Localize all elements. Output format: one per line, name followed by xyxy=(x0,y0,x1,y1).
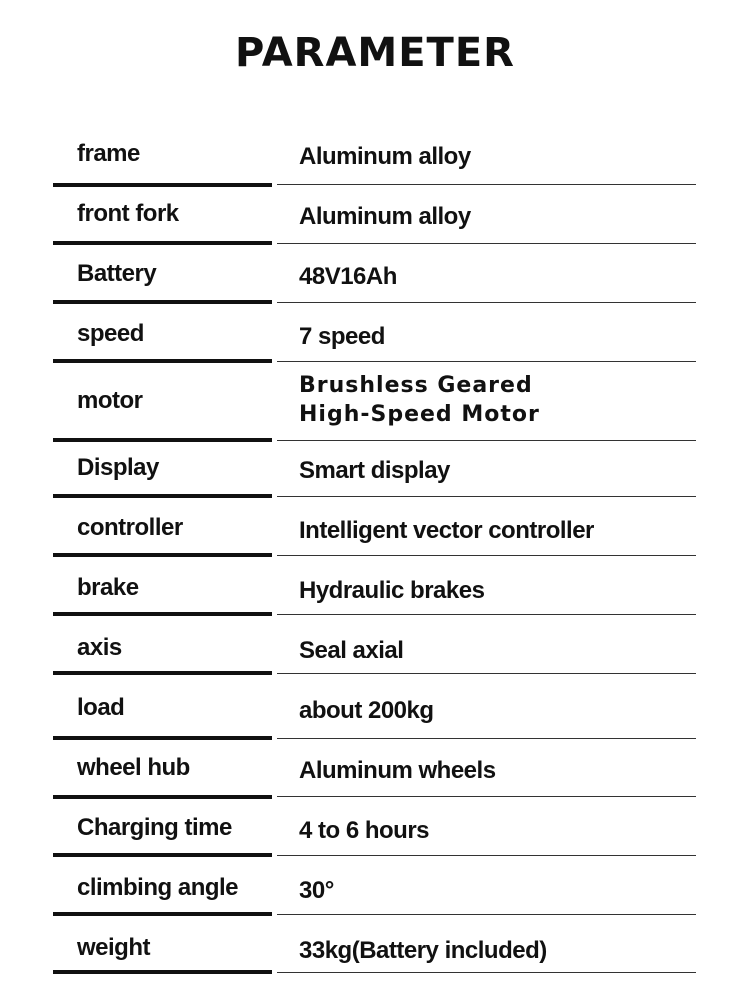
spec-label: Battery xyxy=(77,260,157,287)
row-divider-right xyxy=(277,302,696,303)
spec-label: Display xyxy=(77,454,159,481)
row-divider-left xyxy=(53,241,272,245)
spec-label: motor xyxy=(77,387,143,414)
page-title: PARAMETER xyxy=(235,30,515,76)
row-divider-left xyxy=(53,183,272,187)
row-divider-left xyxy=(53,612,272,616)
row-divider-left xyxy=(53,853,272,857)
spec-value: 33kg(Battery included) xyxy=(299,937,547,964)
row-divider-left xyxy=(53,553,272,557)
row-divider-left xyxy=(53,300,272,304)
row-divider-right xyxy=(277,184,696,185)
row-divider-left xyxy=(53,359,272,363)
spec-value: 4 to 6 hours xyxy=(299,817,430,844)
spec-label: load xyxy=(77,694,125,721)
spec-value: Hydraulic brakes xyxy=(299,577,485,604)
spec-label: Charging time xyxy=(77,814,232,841)
row-divider-right xyxy=(277,796,696,797)
row-divider-right xyxy=(277,361,696,362)
row-divider-right xyxy=(277,914,696,915)
spec-value: 30° xyxy=(299,877,334,904)
row-divider-right xyxy=(277,738,696,739)
spec-label: front fork xyxy=(77,200,179,227)
row-divider-right xyxy=(277,496,696,497)
row-divider-right xyxy=(277,855,696,856)
spec-value: Aluminum alloy xyxy=(299,143,471,170)
spec-value: Intelligent vector controller xyxy=(299,517,594,544)
row-divider-left xyxy=(53,795,272,799)
spec-label: climbing angle xyxy=(77,874,239,901)
row-divider-right xyxy=(277,673,696,674)
spec-value: Aluminum wheels xyxy=(299,757,496,784)
spec-label: controller xyxy=(77,514,183,541)
row-divider-left xyxy=(53,912,272,916)
row-divider-left xyxy=(53,736,272,740)
spec-label: brake xyxy=(77,574,139,601)
row-divider-right xyxy=(277,555,696,556)
row-divider-right xyxy=(277,440,696,441)
spec-label: axis xyxy=(77,634,122,661)
spec-value: Smart display xyxy=(299,457,450,484)
spec-value-line-2: High-Speed Motor xyxy=(299,402,540,427)
row-divider-left xyxy=(53,970,272,974)
row-divider-left xyxy=(53,494,272,498)
spec-value: 7 speed xyxy=(299,323,385,350)
spec-label: wheel hub xyxy=(77,754,190,781)
row-divider-left xyxy=(53,671,272,675)
row-divider-left xyxy=(53,438,272,442)
spec-value: about 200kg xyxy=(299,697,434,724)
spec-value: Seal axial xyxy=(299,637,404,664)
spec-label: weight xyxy=(77,934,150,961)
row-divider-right xyxy=(277,972,696,973)
spec-value-line-1: Brushless Geared xyxy=(299,373,533,398)
spec-value: 48V16Ah xyxy=(299,263,397,290)
row-divider-right xyxy=(277,614,696,615)
spec-label: frame xyxy=(77,140,140,167)
spec-value: Aluminum alloy xyxy=(299,203,471,230)
spec-label: speed xyxy=(77,320,144,347)
row-divider-right xyxy=(277,243,696,244)
